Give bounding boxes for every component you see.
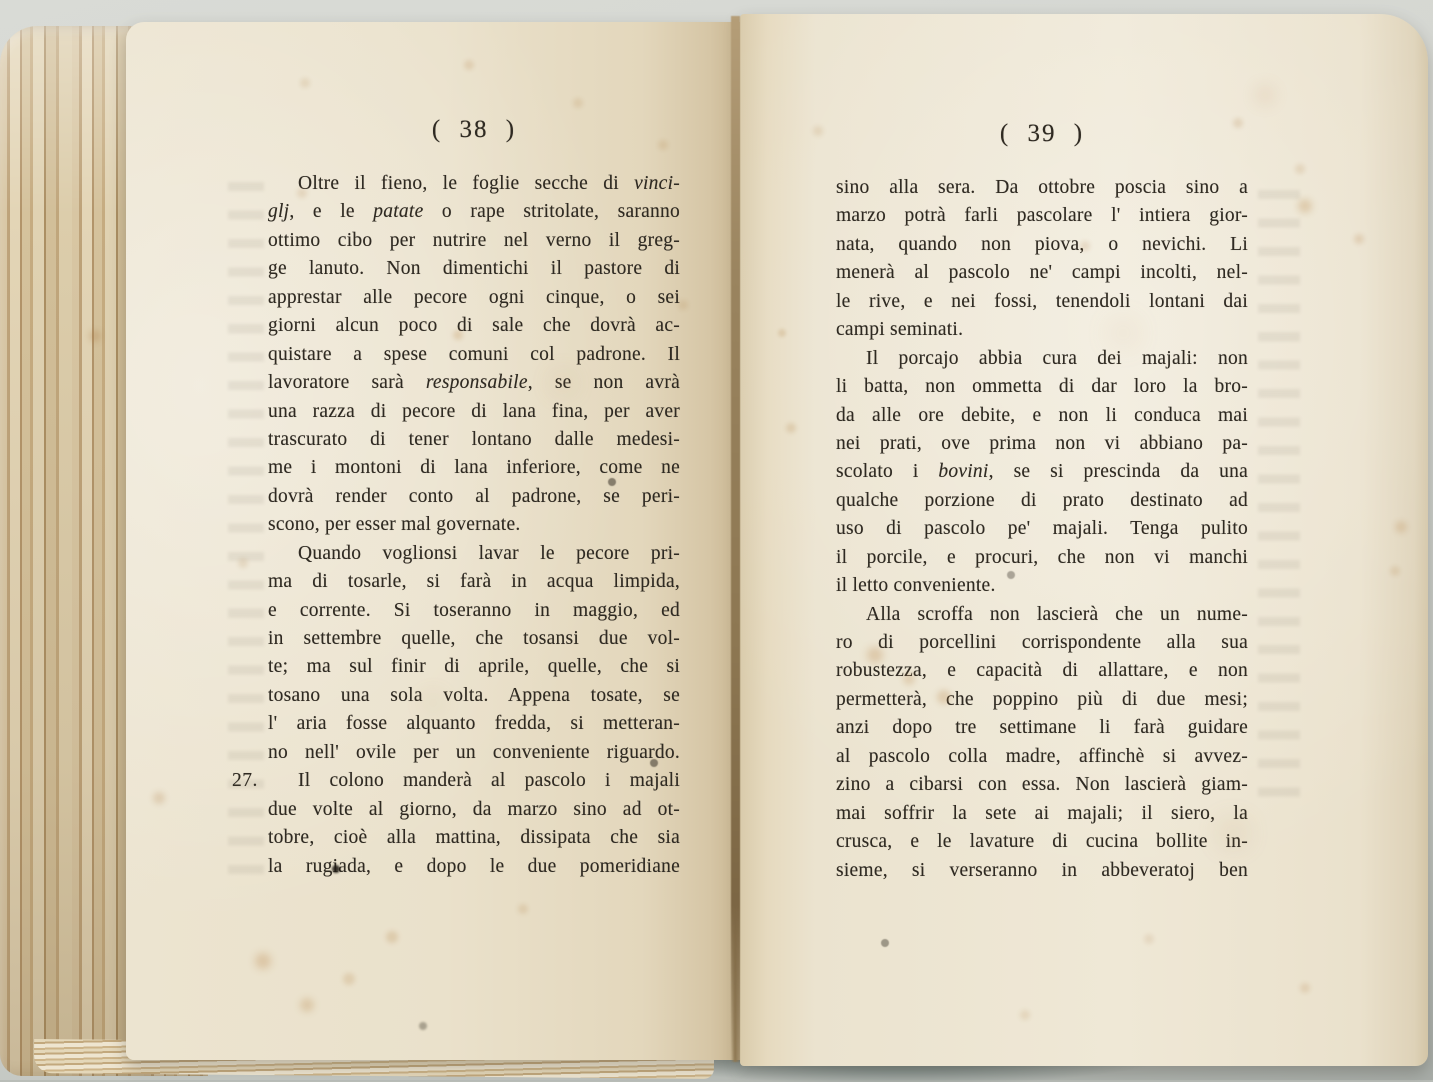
text-line [268,398,680,426]
text-line [268,341,680,369]
text-line [268,454,680,482]
italic-text: vinci- [634,173,680,194]
text-line [836,800,1248,828]
italic-text: patate [373,201,424,223]
text-line [836,771,1248,799]
body-text: apprestar alle pecore ogni cinque, o sei [268,286,680,308]
ink-specks [0,0,6,6]
body-text: il porcile, e procuri, che non vi manchi [836,546,1248,568]
body-text: l' aria fosse alquanto fredda, si metteran- [268,713,680,735]
text-line [268,597,680,625]
body-text: sino alla sera. Da ottobre poscia sino a [836,177,1248,198]
text-line [836,686,1248,714]
text-line [836,629,1248,657]
body-text: una razza di pecore di lana fina, per aver [268,400,680,422]
body-text: , se si prescinda da una [988,461,1249,483]
body-text: nei prati, ove prima non vi abbiano pa- [836,432,1248,454]
text-line [836,601,1248,629]
text-line [268,170,680,198]
text-line [268,426,680,454]
text-line [268,796,680,824]
page-text-right [836,174,1248,885]
body-text: da alle ore debite, e non li conduca mai [836,404,1248,426]
text-line [836,231,1248,259]
book-page-left [126,22,740,1060]
body-text: il letto conveniente. [836,575,996,597]
body-text: menerà al pascolo ne' campi incolti, nel- [836,262,1248,284]
body-text: lavoratore sarà [268,372,426,394]
text-line [268,625,680,653]
text-line [268,739,680,767]
text-line [836,458,1248,486]
body-text: Il colono manderà al pascolo i majali [298,770,680,792]
body-text: campi seminati. [836,319,964,341]
text-line [836,487,1248,515]
body-text: scono, per esser mal governate. [268,514,521,536]
text-line [836,373,1248,401]
book-page-right [740,14,1428,1066]
body-text: ma di tosarle, si farà in acqua limpida, [268,571,680,593]
text-line [836,288,1248,316]
text-line [836,174,1248,202]
text-line [268,824,680,852]
body-text: tobre, cioè alla mattina, dissipata che sia [268,827,680,849]
body-text: e corrente. Si toseranno in maggio, ed [268,599,680,621]
body-text: le rive, e nei fossi, tenendoli lontani dai [836,290,1248,312]
text-line [268,853,680,881]
text-line [268,312,680,340]
text-line [836,714,1248,742]
body-text: giorni alcun poco di sale che dovrà ac- [268,315,680,337]
book-gutter-fold [731,16,740,1062]
text-line [268,198,680,226]
text-line [836,316,1248,344]
text-line [836,345,1248,373]
body-text: anzi dopo tre settimane li farà guidare [836,717,1248,739]
body-text: al pascolo colla madre, affinchè si avvez- [836,745,1248,767]
body-text: ottimo cibo per nutrire nel verno il greg- [268,229,680,251]
italic-text: glj [268,201,290,223]
body-text: no nell' ovile per un conveniente riguardo. [268,741,680,763]
foxing-stains [0,0,6,6]
bleedthrough-text-left-margin [228,182,264,882]
body-text: permetterà, che poppino più di due mesi; [836,688,1248,710]
body-text: uso di pascolo pe' majali. Tenga pulito [836,518,1248,540]
text-line [836,259,1248,287]
body-text: ro di porcellini corrispondente alla sua [836,632,1248,653]
bleedthrough-text-right-margin [1258,190,1300,810]
text-line [836,572,1248,600]
paragraph-number: 27. [232,770,258,792]
text-line [836,857,1248,885]
body-text: quistare a spese comuni col padrone. Il [268,343,680,365]
text-line [836,544,1248,572]
text-line [268,710,680,738]
body-text: Quando voglionsi lavar le pecore pri- [298,542,680,564]
body-text: ge lanuto. Non dimentichi il pastore di [268,258,680,280]
text-line [836,515,1248,543]
text-line [268,284,680,312]
body-text: due volte al giorno, da marzo sino ad ot- [268,798,680,820]
body-text: dovrà render conto al padrone, se peri- [268,485,680,507]
text-line [836,402,1248,430]
text-line [268,369,680,397]
text-line [268,227,680,255]
text-line [268,653,680,681]
text-line [268,483,680,511]
body-text: me i montoni di lana inferiore, come ne [268,457,680,479]
text-line [836,657,1248,685]
body-text: o rape stritolate, saranno [423,201,680,223]
text-line [268,568,680,596]
page-text-left [232,170,680,881]
italic-text: bovini [938,461,989,483]
body-text: , e le [289,201,374,223]
text-line [268,682,680,710]
body-text: crusca, e le lavature di cucina bollite in- [836,831,1248,853]
body-text: zino a cibarsi con essa. Non lascierà giam- [836,774,1248,796]
body-text: Oltre il fieno, le foglie secche di [298,173,635,194]
text-line [268,540,680,568]
text-line [836,430,1248,458]
page-number-left: ( 38 ) [431,116,517,143]
body-text: te; ma sul finir di aprile, quelle, che si [268,656,680,678]
body-text: robustezza, e capacità di allattare, e non [836,660,1248,682]
body-text: Il porcajo abbia cura dei majali: non [866,347,1248,369]
body-text: Alla scroffa non lascierà che un nume- [866,603,1248,625]
body-text: , se non avrà [527,372,680,394]
body-text: scolato i [836,461,939,483]
text-line [836,828,1248,856]
italic-text: responsabile [425,372,528,394]
page-number-right: ( 39 ) [999,120,1085,147]
body-text: trascurato di tener lontano dalle medesi- [268,428,680,450]
body-text: li batta, non ommetta di dar loro la bro- [836,376,1248,398]
text-line [268,255,680,283]
text-line [836,202,1248,230]
body-text: tosano una sola volta. Appena tosate, se [268,684,680,706]
body-text: mai soffrir la sete ai majali; il siero, la [836,802,1248,824]
body-text: sieme, si verseranno in abbeveratoj ben [836,859,1248,881]
text-line [268,511,680,539]
body-text: qualche porzione di prato destinato ad [836,489,1248,511]
body-text: in settembre quelle, che tosansi due vol- [268,628,680,649]
text-line [232,767,680,795]
body-text: la rugiada, e dopo le due pomeridiane [268,855,680,877]
body-text: marzo potrà farli pascolare l' intiera gior- [836,205,1248,227]
body-text: nata, quando non piova, o nevichi. Li [836,233,1248,255]
text-line [836,743,1248,771]
